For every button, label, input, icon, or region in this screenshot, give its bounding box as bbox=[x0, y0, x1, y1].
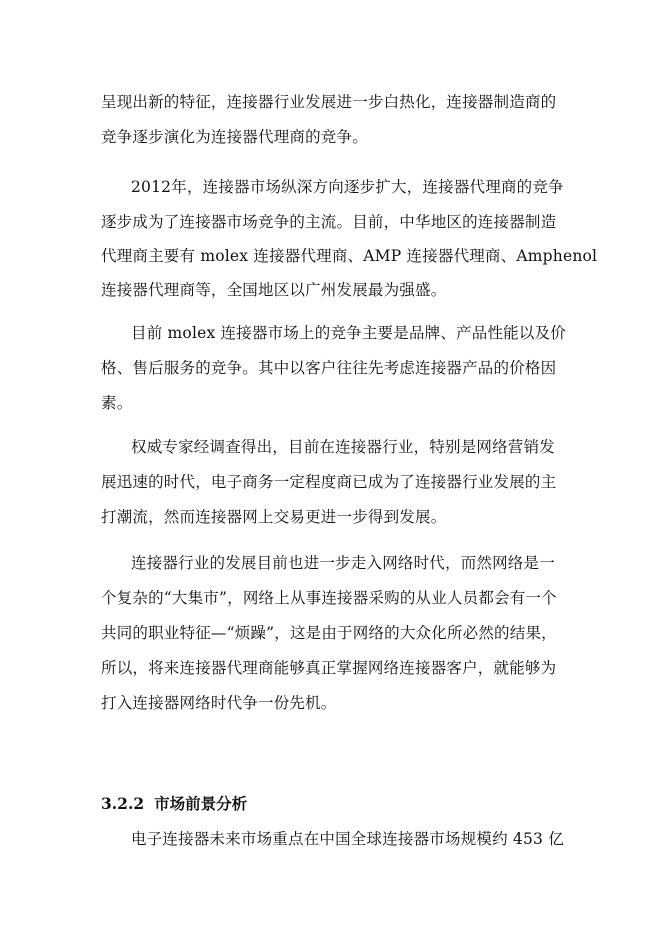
paragraph-5-line-5: 打入连接器网络时代争一份先机。 bbox=[101, 694, 337, 712]
paragraph-2-line-2: 逐步成为了连接器市场竞争的主流。目前，中华地区的连接器制造 bbox=[101, 213, 557, 231]
section-title: 市场前景分析 bbox=[154, 794, 248, 813]
paragraph-1-line-2: 竞争逐步演化为连接器代理商的竞争。 bbox=[101, 128, 368, 146]
section-heading bbox=[101, 794, 247, 814]
paragraph-4-line-2: 展迅速的时代，电子商务一定程度商已成为了连接器行业发展的主 bbox=[101, 473, 557, 491]
paragraph-5-line-4: 所以，将来连接器代理商能够真正掌握网络连接器客户，就能够为 bbox=[101, 659, 557, 677]
paragraph-5-line-2: 个复杂的“大集市”，网络上从事连接器采购的从业人员都会有一个 bbox=[101, 589, 557, 607]
body-line-final: 电子连接器未来市场重点在中国全球连接器市场规模约 453 亿 bbox=[131, 830, 564, 848]
paragraph-2-line-3: 代理商主要有 molex 连接器代理商、AMP 连接器代理商、Amphenol bbox=[101, 247, 598, 265]
paragraph-1-line-1: 呈现出新的特征，连接器行业发展进一步白热化，连接器制造商的 bbox=[101, 93, 557, 111]
section-number: 3.2.2 bbox=[101, 794, 145, 813]
paragraph-5-line-1: 连接器行业的发展目前也进一步走入网络时代，而然网络是一 bbox=[131, 554, 555, 572]
paragraph-3-line-2: 格、售后服务的竞争。其中以客户往往先考虑连接器产品的价格因 bbox=[101, 359, 557, 377]
paragraph-4-line-1: 权威专家经调查得出，目前在连接器行业，特别是网络营销发 bbox=[131, 438, 555, 456]
paragraph-3-line-1: 目前 molex 连接器市场上的竞争主要是品牌、产品性能以及价 bbox=[131, 324, 566, 342]
paragraph-2-line-4: 连接器代理商等，全国地区以广州发展最为强盛。 bbox=[101, 281, 447, 299]
paragraph-2-line-1: 2012年，连接器市场纵深方向逐步扩大，连接器代理商的竞争 bbox=[131, 178, 564, 196]
paragraph-5-line-3: 共同的职业特征—“烦躁”，这是由于网络的大众化所必然的结果， bbox=[101, 624, 557, 642]
paragraph-3-line-3: 素。 bbox=[101, 394, 133, 412]
paragraph-4-line-3: 打潮流，然而连接器网上交易更进一步得到发展。 bbox=[101, 508, 447, 526]
